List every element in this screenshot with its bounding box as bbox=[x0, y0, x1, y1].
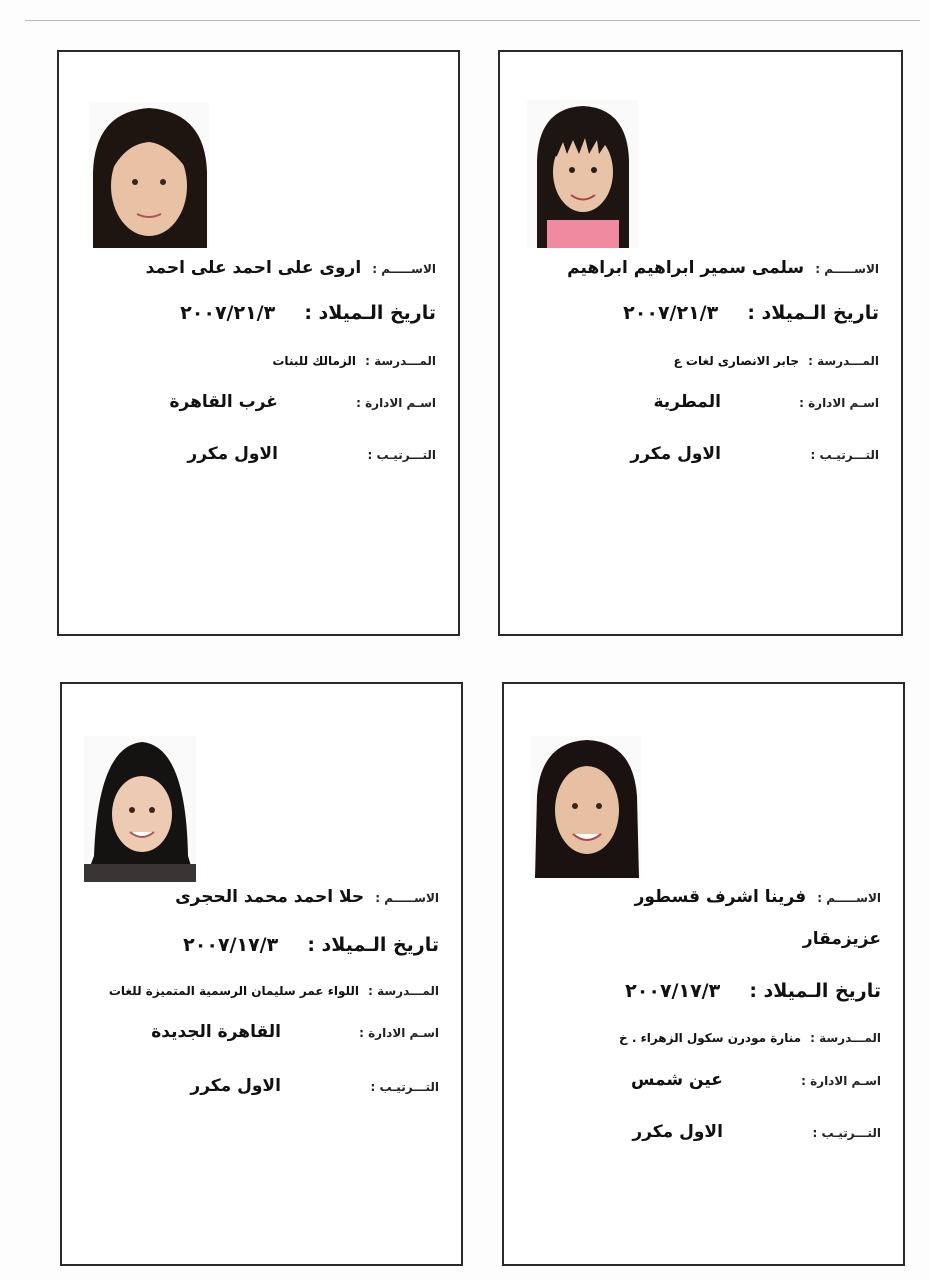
student-name: سلمى سمير ابراهيم ابراهيم bbox=[567, 258, 805, 278]
birth-date: ٢٠٠٧/٢١/٣ bbox=[623, 302, 719, 324]
rank-label: التـــرتيـب : bbox=[812, 1126, 881, 1140]
rank-value: الاول مكرر bbox=[630, 444, 721, 464]
birth-date: ٢٠٠٧/١٧/٣ bbox=[183, 934, 279, 956]
rank-label: التـــرتيـب : bbox=[810, 448, 879, 462]
rank-value: الاول مكرر bbox=[190, 1076, 281, 1096]
student-name-cont: عزيزمقار bbox=[802, 929, 881, 949]
name-label: الاســـــم : bbox=[815, 262, 879, 276]
student-card-3 bbox=[502, 682, 905, 1266]
school-label: المـــدرسة : bbox=[810, 1031, 881, 1045]
birth-date: ٢٠٠٧/١٧/٣ bbox=[625, 980, 721, 1002]
school-name: الزمالك للبنات bbox=[272, 354, 357, 368]
rank-label: التـــرتيـب : bbox=[370, 1080, 439, 1094]
school-label: المـــدرسة : bbox=[365, 354, 436, 368]
school-name: جابر الانصارى لغات ع bbox=[673, 354, 800, 368]
admin-label: اسـم الادارة : bbox=[359, 1026, 439, 1040]
name-label: الاســـــم : bbox=[817, 891, 881, 905]
student-card-1 bbox=[498, 50, 903, 636]
school-name: منارة مودرن سكول الزهراء . خ bbox=[619, 1031, 802, 1045]
rank-value: الاول مكرر bbox=[632, 1122, 723, 1142]
page-top-rule bbox=[25, 20, 920, 21]
name-label: الاســـــم : bbox=[372, 262, 436, 276]
dob-label: تاريخ الـميلاد : bbox=[307, 934, 439, 956]
dob-label: تاريخ الـميلاد : bbox=[749, 980, 881, 1002]
student-photo bbox=[527, 100, 639, 248]
admin-name: غرب القاهرة bbox=[169, 392, 278, 412]
student-card-4 bbox=[60, 682, 463, 1266]
admin-name: المطرية bbox=[653, 392, 721, 412]
admin-name: عين شمس bbox=[630, 1070, 723, 1090]
admin-label: اسـم الادارة : bbox=[799, 396, 879, 410]
school-name: اللواء عمر سليمان الرسمية المتميزة للغات bbox=[108, 984, 360, 998]
student-name: حلا احمد محمد الحجرى bbox=[175, 887, 365, 907]
student-photo bbox=[89, 102, 209, 248]
school-label: المـــدرسة : bbox=[368, 984, 439, 998]
student-photo bbox=[84, 736, 196, 882]
rank-label: التـــرتيـب : bbox=[367, 448, 436, 462]
school-label: المـــدرسة : bbox=[808, 354, 879, 368]
name-label: الاســـــم : bbox=[375, 891, 439, 905]
dob-label: تاريخ الـميلاد : bbox=[304, 302, 436, 324]
student-name: اروى على احمد على احمد bbox=[145, 258, 362, 278]
admin-name: القاهرة الجديدة bbox=[151, 1022, 281, 1042]
admin-label: اسـم الادارة : bbox=[356, 396, 436, 410]
rank-value: الاول مكرر bbox=[187, 444, 278, 464]
student-name: فرينا اشرف قسطور bbox=[634, 887, 807, 907]
student-card-2 bbox=[57, 50, 460, 636]
birth-date: ٢٠٠٧/٢١/٣ bbox=[180, 302, 276, 324]
admin-label: اسـم الادارة : bbox=[801, 1074, 881, 1088]
student-photo bbox=[531, 736, 641, 878]
dob-label: تاريخ الـميلاد : bbox=[747, 302, 879, 324]
